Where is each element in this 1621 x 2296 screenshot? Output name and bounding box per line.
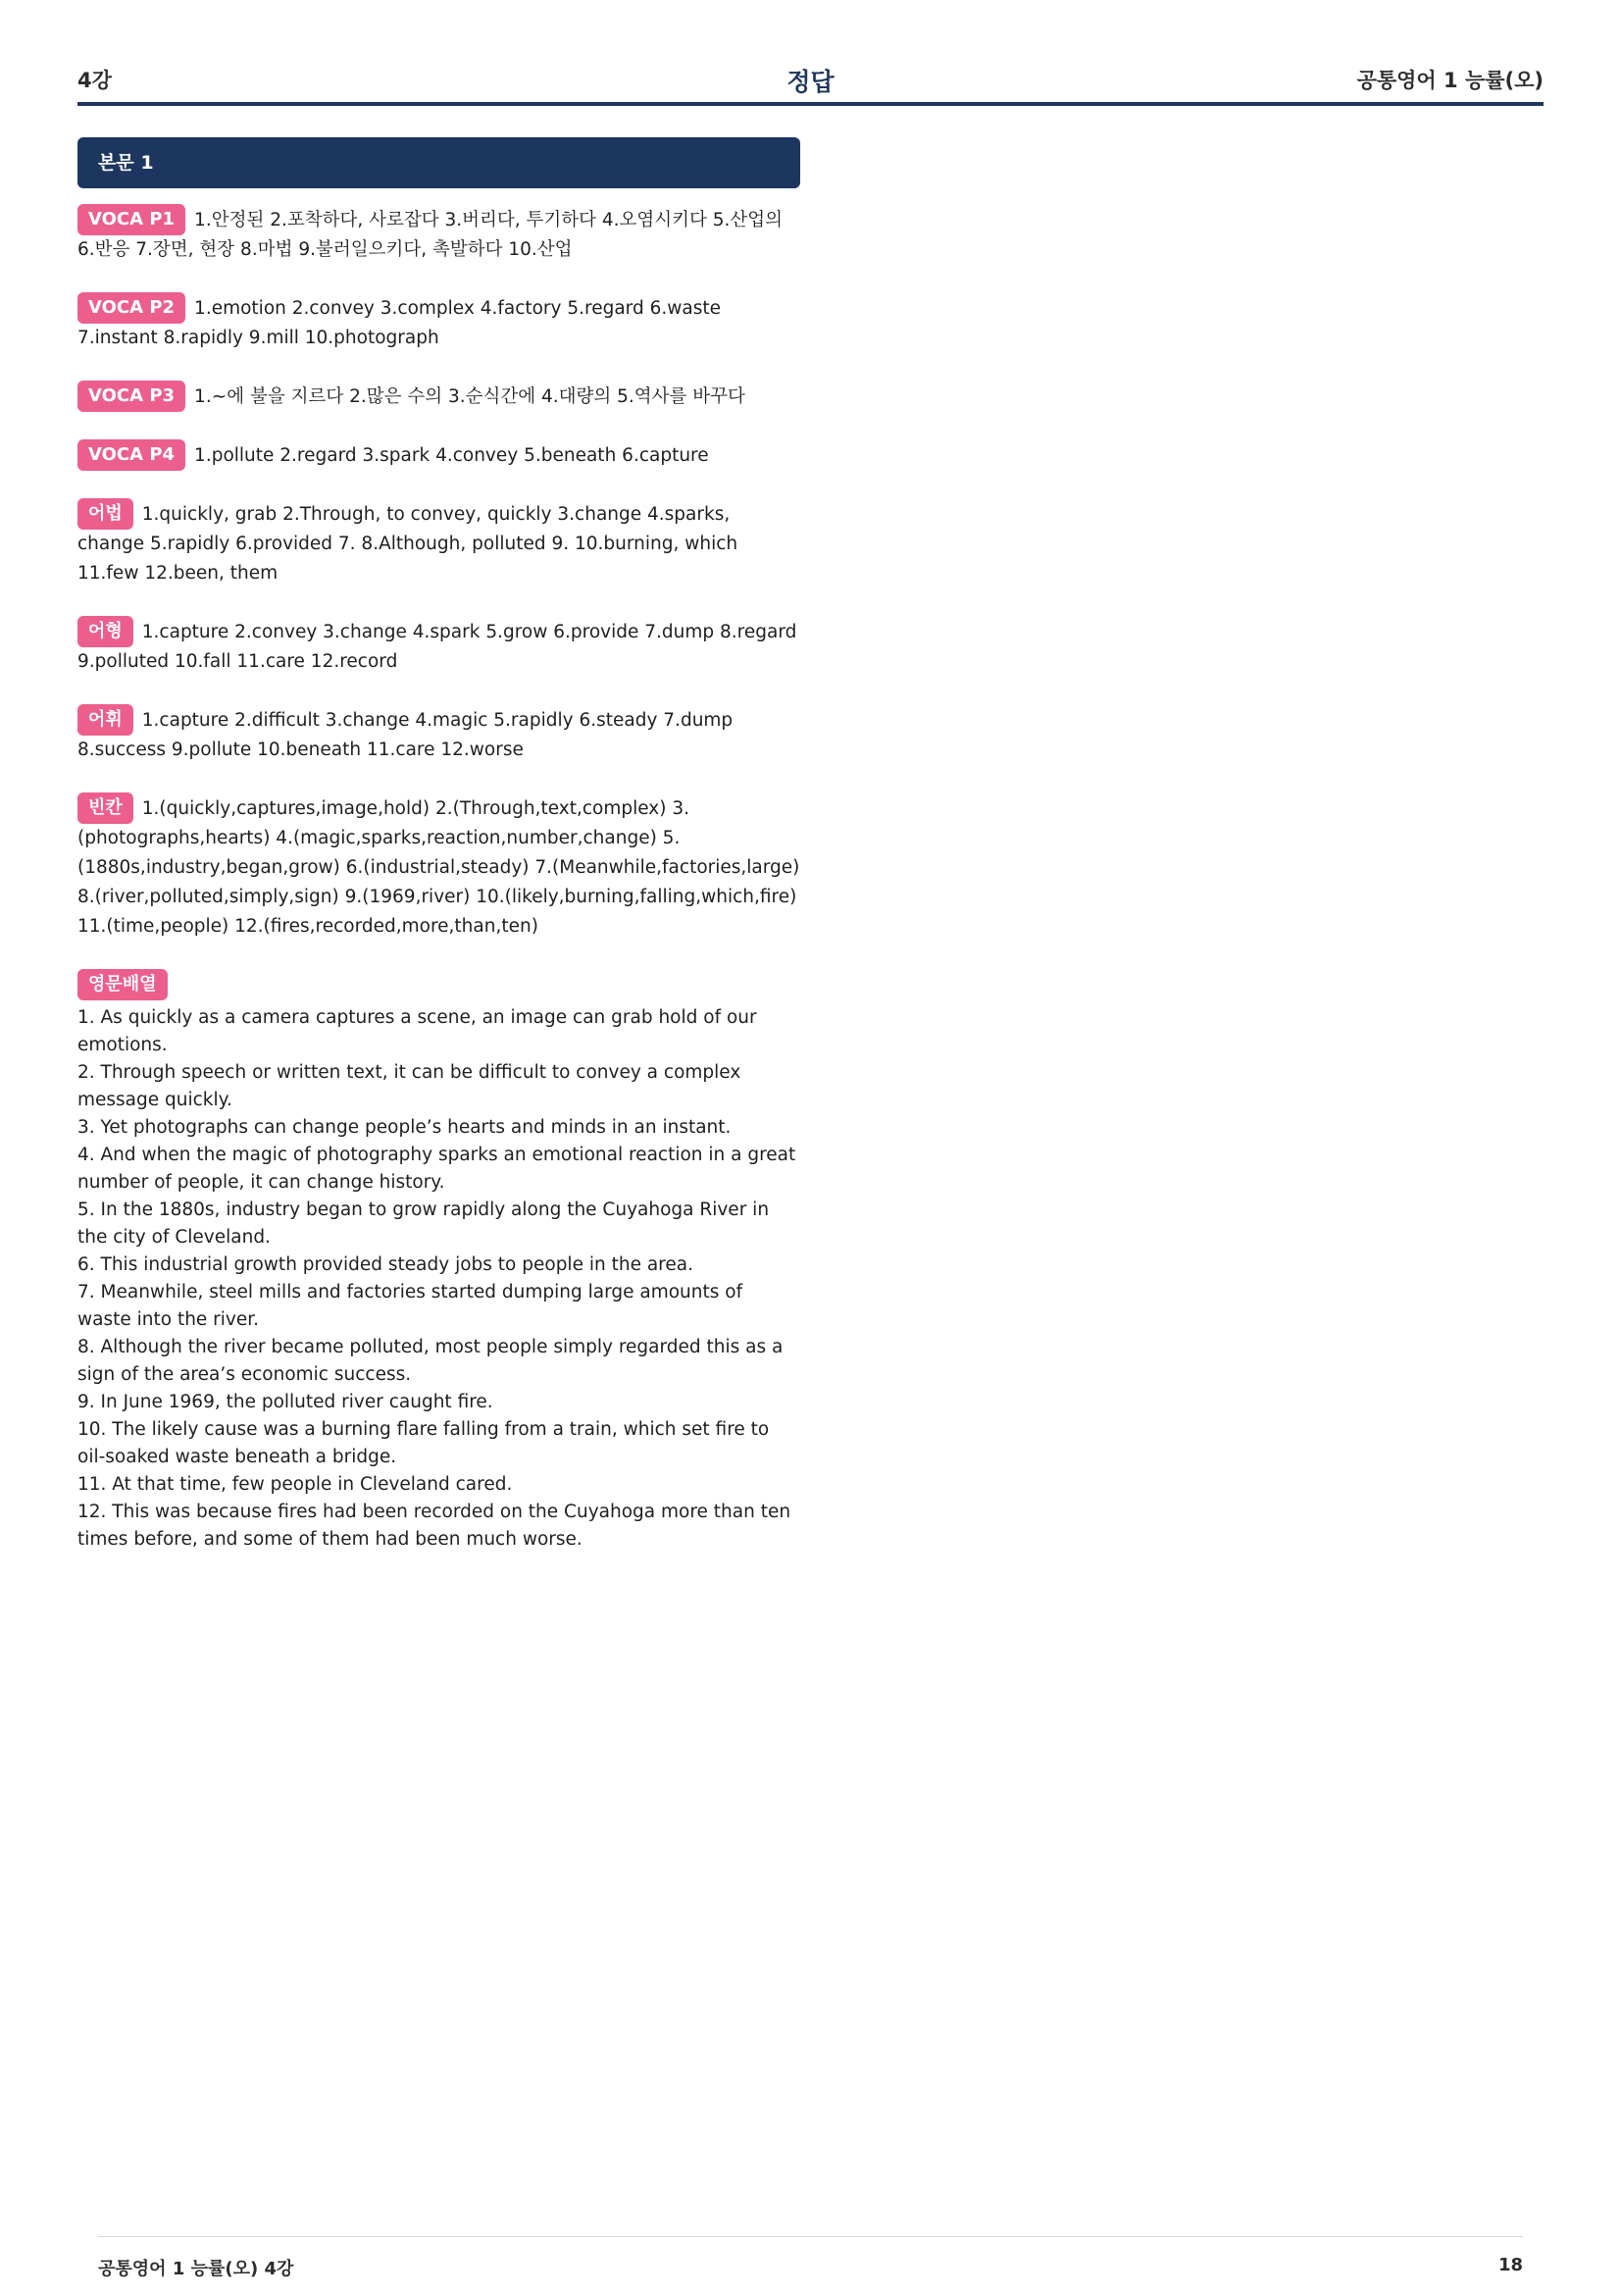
answer-text: 1.emotion 2.convey 3.complex 4.factory 5.regard 6.waste 7.instant 8.rapidly 9.mill 10.photograph: [77, 298, 721, 348]
list-item: 8. Although the river became polluted, most people simply regarded this as a sign of the area’s economic success.: [77, 1337, 784, 1385]
list-item: 3. Yet photographs can change people’s hearts and minds in an instant.: [77, 1117, 732, 1138]
section-title: 본문 1: [77, 137, 800, 188]
answer-text: 1.안정된 2.포착하다, 사로잡다 3.버리다, 투기하다 4.오염시키다 5.산업의 6.반응 7.장면, 현장 8.마법 9.불러일으키다, 촉발하다 10.산업: [77, 210, 783, 260]
answer-text: 1.(quickly,captures,image,hold) 2.(Through,text,complex) 3.(photographs,hearts) 4.(magic,sparks,reaction,number,change) 5.(1880s,industry,began,grow) 6.(industrial,steady) 7.(Meanwhile,factories,large) 8.(river,polluted,simply,sign) 9.(1969,river) 10.(likely,burning,falling,which,fire) 11.(time,people) 12.(fires,recorded,more,than,ten): [77, 798, 800, 937]
answer-badge: 어휘: [77, 704, 133, 736]
answer-text: 1.~에 불을 지르다 2.많은 수의 3.순식간에 4.대량의 5.역사를 바꾸다: [194, 386, 745, 407]
answer-badge: VOCA P4: [77, 439, 185, 471]
answer-badge: VOCA P1: [77, 204, 185, 235]
lesson-label: 4강: [77, 69, 112, 92]
page-title: 정답: [786, 68, 835, 96]
answer-text: 1.capture 2.convey 3.change 4.spark 5.grow 6.provide 7.dump 8.regard 9.polluted 10.fall 11.care 12.record: [77, 622, 797, 672]
footer-textbook-label: 공통영어 1 능률(오) 4강: [98, 2259, 294, 2279]
answer-block-voca-p4: [77, 439, 800, 471]
list-item: 9. In June 1969, the polluted river caught fire.: [77, 1392, 493, 1412]
answer-badge: 빈칸: [77, 792, 133, 824]
list-item: 6. This industrial growth provided steady jobs to people in the area.: [77, 1254, 693, 1275]
list-item: 5. In the 1880s, industry began to grow rapidly along the Cuyahoga River in the city of Cleveland.: [77, 1199, 770, 1248]
answer-text: 1.quickly, grab 2.Through, to convey, quickly 3.change 4.sparks, change 5.rapidly 6.provided 7. 8.Although, polluted 9. 10.burning, which 11.few 12.been, them: [77, 504, 738, 584]
page-header: [77, 61, 1544, 106]
list-item: 7. Meanwhile, steel mills and factories started dumping large amounts of waste into the river.: [77, 1282, 743, 1330]
answer-block-blanks: [77, 792, 800, 942]
list-item: 10. The likely cause was a burning flare falling from a train, which set fire to oil-soaked waste beneath a bridge.: [77, 1419, 770, 1467]
answer-badge: VOCA P3: [77, 381, 185, 412]
answer-content: [77, 137, 800, 1554]
list-item: 2. Through speech or written text, it can be difficult to convey a complex message quickly.: [77, 1062, 741, 1110]
page-number: 18: [1497, 2255, 1523, 2275]
list-item: 11. At that time, few people in Cleveland cared.: [77, 1474, 513, 1495]
answer-block-voca-p2: [77, 292, 800, 353]
answer-block-voca-p1: [77, 204, 800, 265]
answer-block-word-form: [77, 616, 800, 677]
textbook-label: 공통영어 1 능률(오): [1356, 69, 1544, 92]
answer-block-grammar: [77, 498, 800, 588]
list-item: 1. As quickly as a camera captures a scene, an image can grab hold of our emotions.: [77, 1007, 757, 1055]
answer-badge: 어형: [77, 616, 133, 647]
list-item: 12. This was because fires had been recorded on the Cuyahoga more than ten times before, and some of them had been much worse.: [77, 1502, 791, 1550]
answer-block-vocabulary: [77, 704, 800, 765]
list-item: 4. And when the magic of photography sparks an emotional reaction in a great number of people, it can change history.: [77, 1145, 796, 1193]
page-footer: [98, 2236, 1523, 2296]
answer-badge: 어법: [77, 498, 133, 530]
answer-text: 1.pollute 2.regard 3.spark 4.convey 5.beneath 6.capture: [194, 445, 709, 466]
sentence-order-badge: 영문배열: [77, 969, 168, 1000]
answer-block-voca-p3: [77, 381, 800, 412]
answer-badge: VOCA P2: [77, 292, 185, 324]
sentence-list: [77, 1004, 800, 1554]
answer-text: 1.capture 2.difficult 3.change 4.magic 5.rapidly 6.steady 7.dump 8.success 9.pollute 10.beneath 11.care 12.worse: [77, 710, 734, 760]
